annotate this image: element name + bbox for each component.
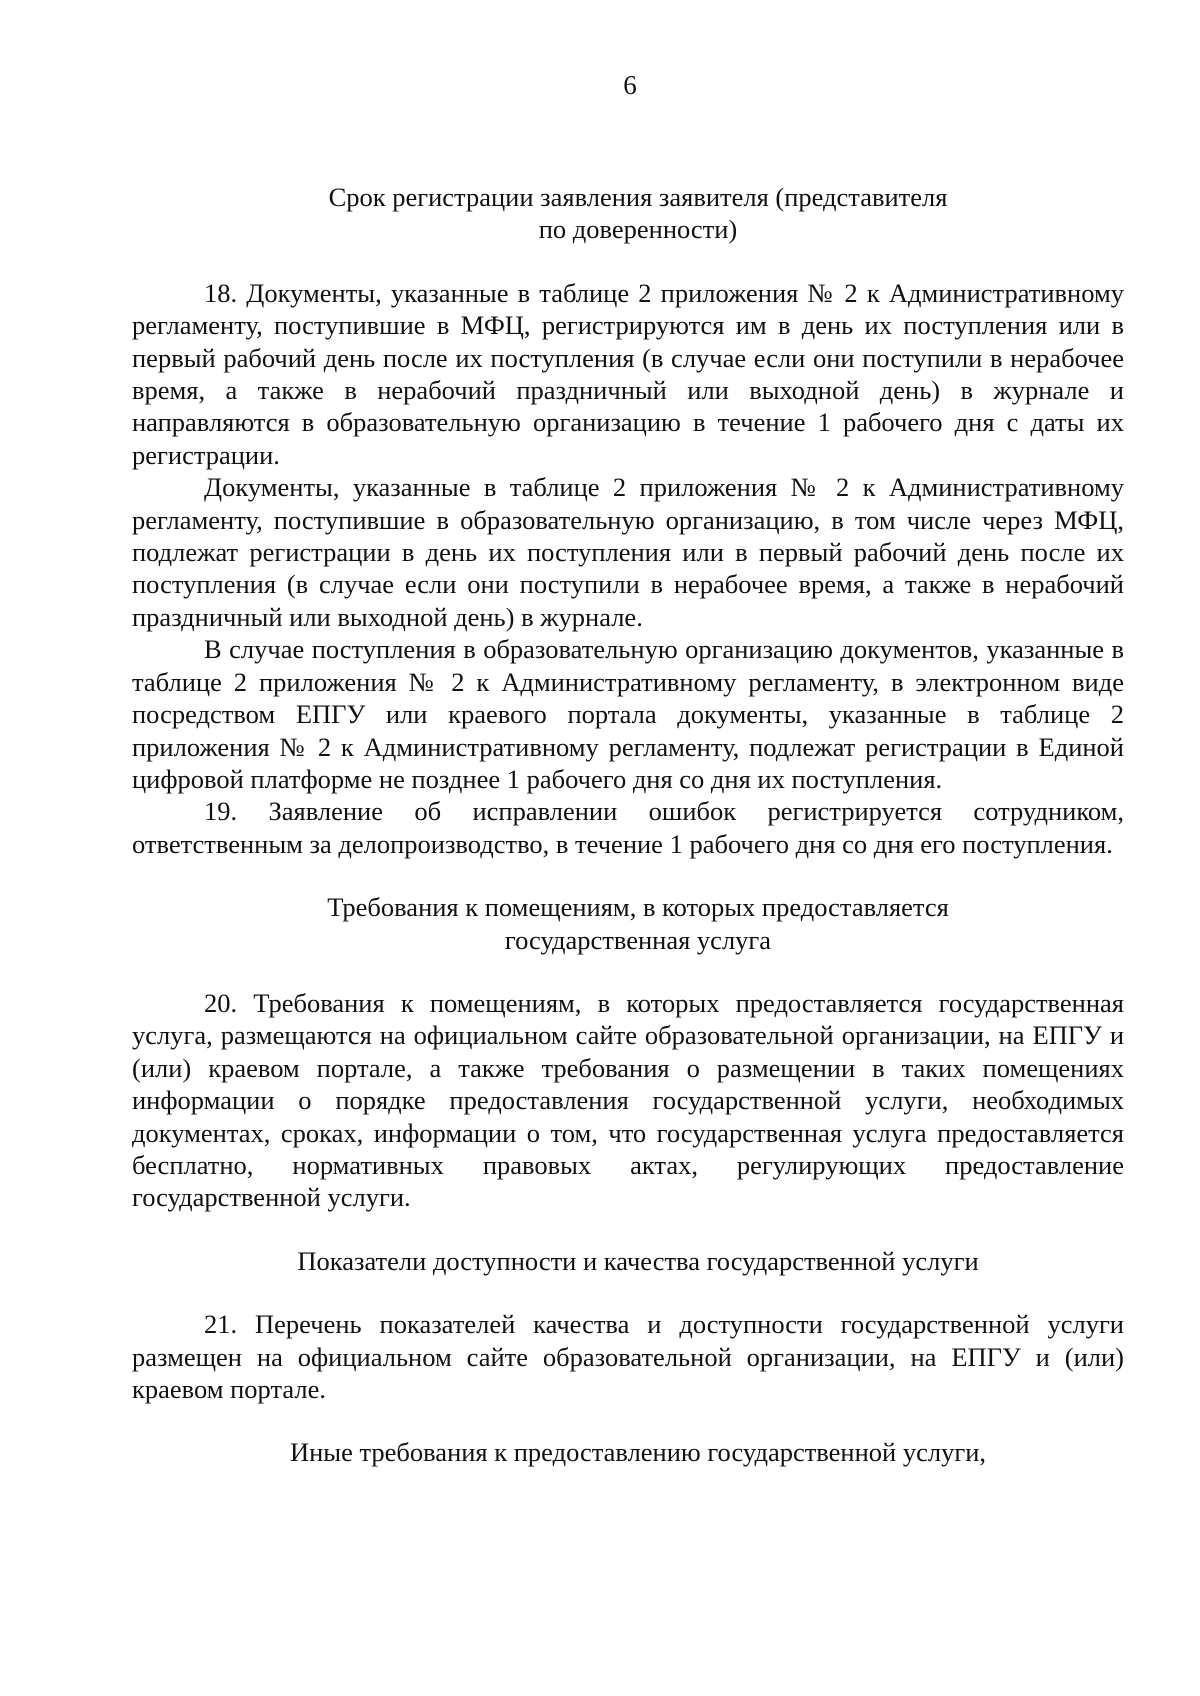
heading-line: по доверенности)	[538, 214, 738, 245]
paragraph-18-second: Документы, указанные в таблице 2 приложения № 2 к Административному регламенту, поступившие в образовательную организацию, в том числе через МФЦ, подлежат регистрации в день их поступления или в первый рабочий день после их поступления (в случае если они поступили в нерабочее время, а также в нерабочий праздничный или выходной день) в журнале.	[132, 472, 1124, 632]
paragraph-18-third: В случае поступления в образовательную организацию документов, указанные в таблице 2 приложения № 2 к Административному регламенту, в электронном виде посредством ЕПГУ или краевого портала документы, указанные в таблице 2 приложения № 2 к Административному регламенту, подлежат регистрации в Единой цифровой платформе не позднее 1 рабочего дня со дня их поступления.	[132, 634, 1124, 794]
paragraph-19: 19. Заявление об исправлении ошибок регистрируется сотрудником, ответственным за делопроизводство, в течение 1 рабочего дня со дня его поступления.	[132, 796, 1124, 859]
spacer	[132, 860, 1124, 891]
page-number: 6	[623, 70, 637, 100]
section-heading-premises	[132, 891, 1124, 956]
heading-line: Иные требования к предоставлению государственной услуги,	[289, 1437, 986, 1468]
spacer	[132, 246, 1124, 277]
section-heading-other-requirements	[132, 1436, 1124, 1468]
heading-line: Требования к помещениям, в которых предоставляется	[327, 892, 949, 923]
spacer	[132, 1277, 1124, 1308]
heading-line: Показатели доступности и качества государственной услуги	[297, 1245, 979, 1276]
heading-line: Срок регистрации заявления заявителя (представителя	[328, 182, 948, 212]
spacer	[132, 1214, 1124, 1245]
section-heading-registration-term	[132, 181, 1124, 246]
section-heading-quality-indicators	[132, 1245, 1124, 1277]
spacer	[132, 1405, 1124, 1436]
spacer	[132, 956, 1124, 987]
paragraph-20: 20. Требования к помещениям, в которых предоставляется государственная услуга, размещаются на официальном сайте образовательной организации, на ЕПГУ и (или) краевом портале, а также требования о размещении в таких помещениях информации о порядке предоставления государственной услуги, необходимых документах, сроках, информации о том, что государственная услуга предоставляется бесплатно, нормативных правовых актах, регулирующих предоставление государственной услуги.	[132, 987, 1124, 1213]
paragraph-18: 18. Документы, указанные в таблице 2 приложения № 2 к Административному регламенту, поступившие в МФЦ, регистрируются им в день их поступления или в первый рабочий день после их поступления (в случае если они поступили в нерабочее время, а также в нерабочий праздничный или выходной день) в журнале и направляются в образовательную организацию в течение 1 рабочего дня с даты их регистрации.	[132, 277, 1124, 470]
paragraph-21: 21. Перечень показателей качества и доступности государственной услуги размещен на официальном сайте образовательной организации, на ЕПГУ и (или) краевом портале.	[132, 1309, 1124, 1404]
page-content	[132, 181, 1124, 1469]
heading-line: государственная услуга	[504, 924, 772, 955]
